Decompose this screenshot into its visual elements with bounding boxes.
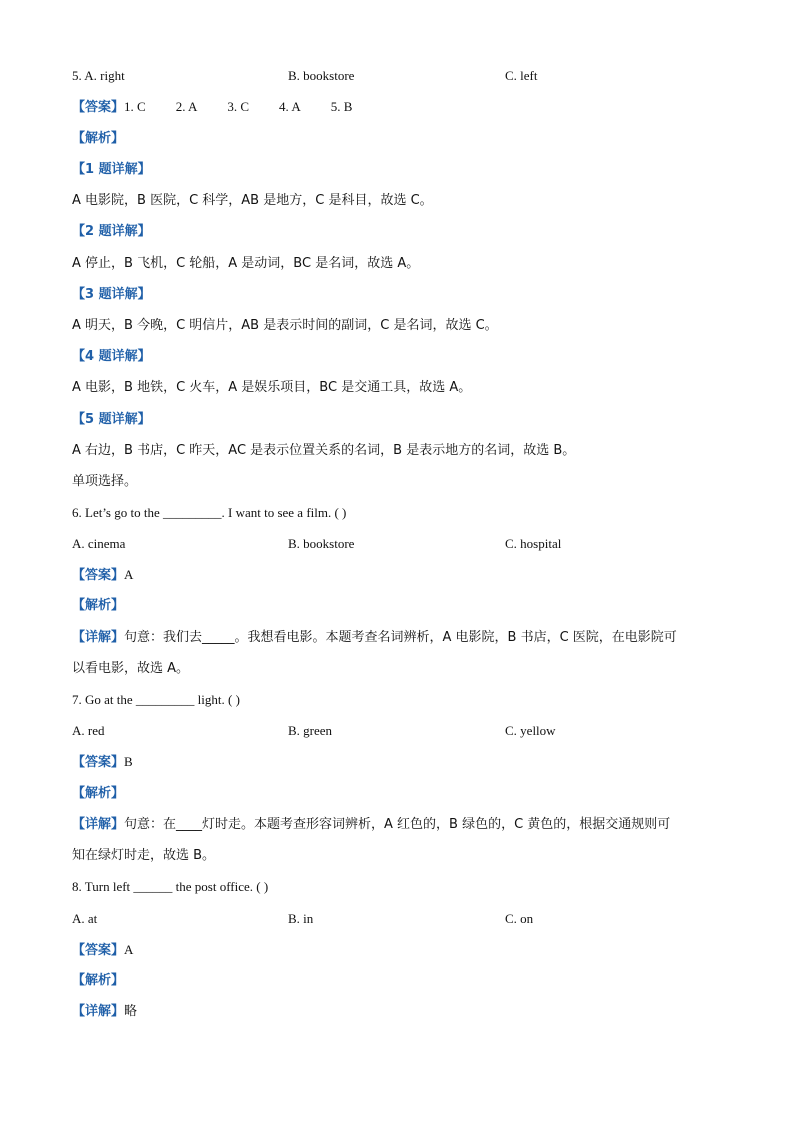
answer-1: 1. C [124,99,146,114]
detail-1-text: A 电影院，B 医院，C 科学，AB 是地方，C 是科目，故选 C。 [72,193,433,208]
q7-option-c: C. yellow [505,723,556,738]
q6-question: 6. Let’s go to the _________. I want to see a film. ( ) [72,505,347,520]
answers-line [72,98,352,117]
q7-detail-line1 [72,816,670,834]
q7-detail-text1: 句意：在____灯时走。本题考查形容词辨析，A 红色的，B 绿色的，C 黄色的，根据交通规则可 [124,817,671,832]
q6-answer: A [124,567,134,582]
q8-analysis: 【解析】 [72,973,125,988]
detail-1-heading: 【1 题详解】 [72,162,151,177]
q7-option-b: B. green [288,723,333,738]
q6-analysis: 【解析】 [72,598,125,613]
detail-3-text: A 明天，B 今晚，C 明信片，AB 是表示时间的副词，C 是名词，故选 C。 [72,318,498,333]
q8-detail-line [72,1003,137,1021]
q8-option-c: C. on [505,911,534,926]
answer-tag: 【答案】 [72,100,125,115]
detail-2-heading: 【2 题详解】 [72,224,151,239]
answer-5: 5. B [330,99,353,114]
section-title: 单项选择。 [72,474,138,489]
answer-3: 3. C [227,99,250,114]
q6-answer-tag: 【答案】 [72,568,125,583]
detail-5-text: A 右边，B 书店，C 昨天，AC 是表示位置关系的名词，B 是表示地方的名词，故选 B。 [72,443,576,458]
detail-2-text: A 停止，B 飞机，C 轮船，A 是动词，BC 是名词，故选 A。 [72,256,420,271]
q6-detail-line1 [72,629,677,647]
q7-answer: B [124,754,133,769]
q7-answer-line [72,753,133,772]
answer-2: 2. A [175,99,198,114]
q6-detail-text1: 句意：我们去_____。我想看电影。本题考查名词辨析，A 电影院，B 书店，C 医院，在电影院可 [124,630,677,645]
q6-detail-tag: 【详解】 [72,630,125,645]
q5-option-a: 5. A. right [72,68,125,83]
q5-option-b: B. bookstore [288,68,355,83]
q7-detail-line2: 知在绿灯时走，故选 B。 [72,848,216,863]
q8-detail-tag: 【详解】 [72,1004,125,1019]
answer-4: 4. A [279,99,301,114]
detail-3-heading: 【3 题详解】 [72,287,151,302]
q6-option-c: C. hospital [505,536,562,551]
q7-analysis: 【解析】 [72,786,125,801]
q6-answer-line [72,566,133,585]
q5-option-c: C. left [505,68,538,83]
q8-answer-line [72,941,133,960]
q7-answer-tag: 【答案】 [72,755,125,770]
q8-option-a: A. at [72,911,98,926]
q8-option-b: B. in [288,911,314,926]
detail-5-heading: 【5 题详解】 [72,412,151,427]
q6-option-b: B. bookstore [288,536,355,551]
q8-question: 8. Turn left ______ the post office. ( ) [72,879,269,894]
q7-detail-tag: 【详解】 [72,817,125,832]
q7-option-a: A. red [72,723,105,738]
detail-4-heading: 【4 题详解】 [72,349,151,364]
q6-detail-line2: 以看电影，故选 A。 [72,661,190,676]
detail-4-text: A 电影，B 地铁，C 火车，A 是娱乐项目，BC 是交通工具，故选 A。 [72,380,472,395]
q7-question: 7. Go at the _________ light. ( ) [72,692,240,707]
q8-answer-tag: 【答案】 [72,943,125,958]
q8-answer: A [124,942,134,957]
analysis-label: 【解析】 [72,131,125,146]
q6-option-a: A. cinema [72,536,126,551]
q8-detail-text: 略 [124,1004,138,1019]
